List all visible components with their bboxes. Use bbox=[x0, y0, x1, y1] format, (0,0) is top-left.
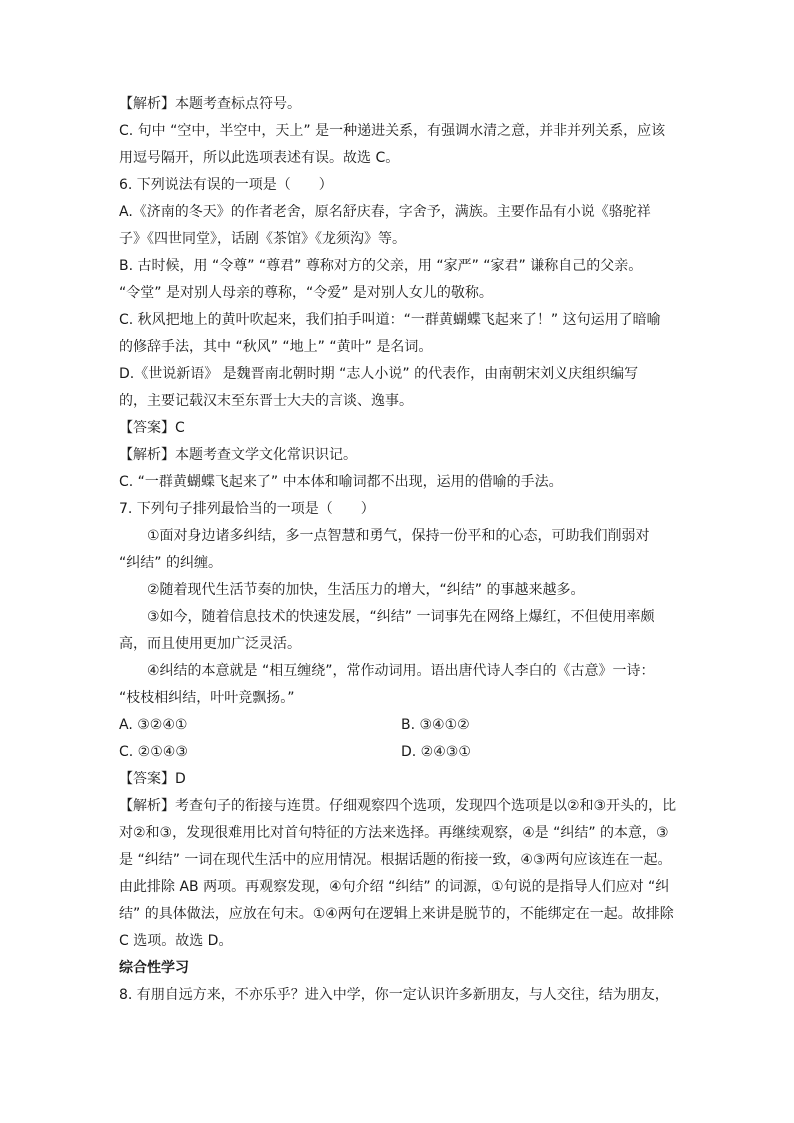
section-heading: 综合性学习 bbox=[119, 960, 189, 976]
text-line: 高，而且使用更加广泛灵活。 bbox=[119, 636, 301, 652]
text-line: 的，主要记载汉末至东晋士大夫的言谈、逸事。 bbox=[119, 393, 413, 409]
text-line: C. “一群黄蝴蝶飞起来了” 中本体和喻词都不出现，运用的借喻的手法。 bbox=[119, 474, 563, 490]
analysis-line: 【解析】考查句子的衔接与连贯。仔细观察四个选项，发现四个选项是以②和③开头的，比 bbox=[119, 798, 677, 814]
text-line: 的修辞手法，其中 “秋风” “地上” “黄叶” 是名词。 bbox=[119, 339, 433, 355]
text-line: 结” 的具体做法，应放在句末。①④两句在逻辑上来讲是脱节的，不能绑定在一起。故排除 bbox=[119, 906, 674, 922]
text-line: 对②和③，发现很难用比对首句特征的方法来选择。再继续观察，④是 “纠结” 的本意，③ bbox=[119, 825, 669, 841]
options-row-1 bbox=[119, 715, 470, 735]
option-b-line: B. 古时候，用 “令尊” “尊君” 尊称对方的父亲，用 “家严” “家君” 谦称自己的父亲。 bbox=[119, 258, 643, 274]
question-8: 8. 有朋自远方来，不亦乐乎？进入中学，你一定认识许多新朋友，与人交往，结为朋友， bbox=[119, 987, 669, 1003]
options-row-2 bbox=[119, 742, 471, 762]
text-line: “纠结” 的纠缠。 bbox=[119, 555, 222, 571]
question-7: 7. 下列句子排列最恰当的一项是（ ） bbox=[119, 501, 375, 517]
sentence-4: ④纠结的本意就是 “相互缠绕”，常作动词用。语出唐代诗人李白的《古意》一诗： bbox=[147, 663, 655, 679]
text-line: C. 句中 “空中，半空中，天上” 是一种递进关系，有强调水清之意，并非并列关系，应该 bbox=[119, 123, 666, 139]
text-line: 用逗号隔开，所以此选项表述有误。故选 C。 bbox=[119, 150, 400, 166]
text-line: “枝枝相纠结，叶叶竞飘扬。” bbox=[119, 690, 295, 706]
analysis-line: 【解析】本题考查标点符号。 bbox=[119, 96, 301, 112]
text-line: C 选项。故选 D。 bbox=[119, 933, 233, 949]
text-line: 是 “纠结” 一词在现代生活中的应用情况。根据话题的衔接一致，④③两句应该连在一起。 bbox=[119, 852, 672, 868]
analysis-line: 【解析】本题考查文学文化常识识记。 bbox=[119, 447, 357, 463]
answer-line: 【答案】D bbox=[119, 771, 186, 787]
sentence-2: ②随着现代生活节奏的加快，生活压力的增大，“纠结” 的事越来越多。 bbox=[147, 582, 585, 598]
option-b: B. ③④①② bbox=[401, 717, 470, 733]
option-d-line: D.《世说新语》 是魏晋南北朝时期 “志人小说” 的代表作，由南朝宋刘义庆组织编写 bbox=[119, 366, 639, 382]
text-line: “令堂” 是对别人母亲的尊称，“令爱” 是对别人女儿的敬称。 bbox=[119, 285, 493, 301]
text-line: 由此排除 AB 两项。再观察发现，④句介绍 “纠结” 的词源，①句说的是指导人们应对 “纠 bbox=[119, 879, 670, 895]
option-c-line: C. 秋风把地上的黄叶吹起来，我们拍手叫道：“一群黄蝴蝶飞起来了！” 这句运用了暗喻 bbox=[119, 312, 661, 328]
text-line: 子》《四世同堂》，话剧《茶馆》《龙须沟》等。 bbox=[119, 231, 406, 247]
sentence-1: ①面对身边诸多纠结，多一点智慧和勇气，保持一份平和的心态，可助我们削弱对 bbox=[147, 528, 650, 544]
question-6: 6. 下列说法有误的一项是（ ） bbox=[119, 177, 333, 193]
sentence-3: ③如今，随着信息技术的快速发展，“纠结” 一词事先在网络上爆红，不但使用率颇 bbox=[147, 609, 655, 625]
option-a: A. ③②④① bbox=[119, 717, 188, 733]
answer-line: 【答案】C bbox=[119, 420, 185, 436]
option-a-line: A.《济南的冬天》的作者老舍，原名舒庆春，字舍予，满族。主要作品有小说《骆驼祥 bbox=[119, 204, 651, 220]
option-d: D. ②④③① bbox=[401, 744, 471, 760]
option-c: C. ②①④③ bbox=[119, 744, 188, 760]
